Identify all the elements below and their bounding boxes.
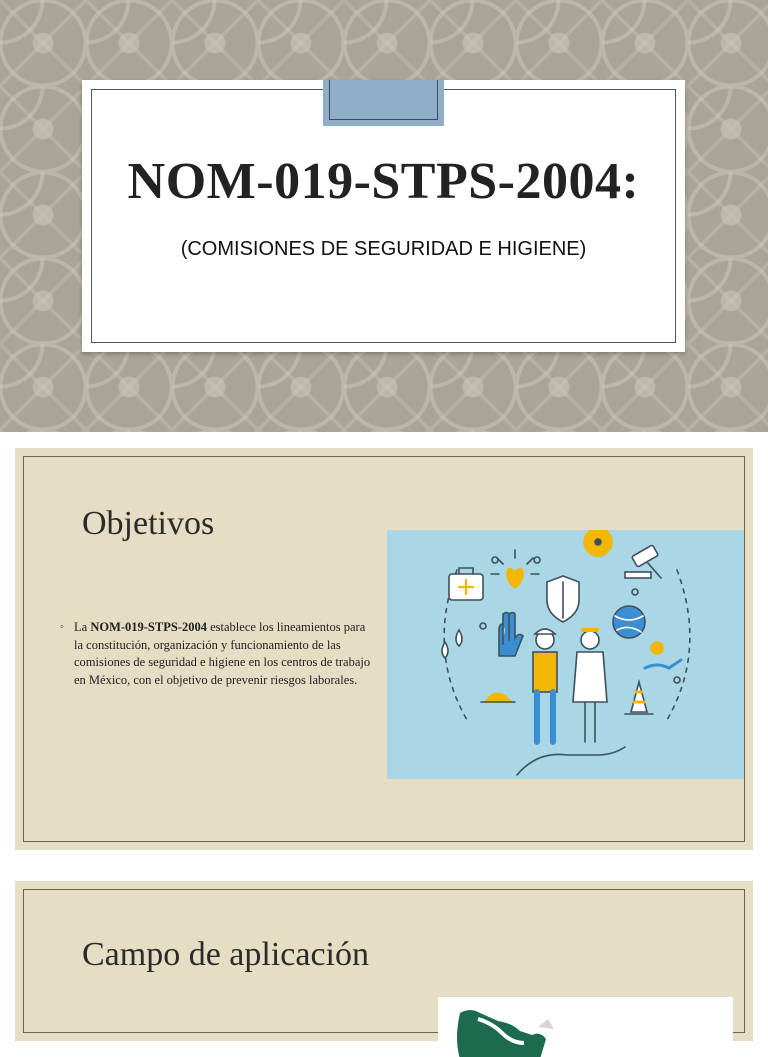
- title-tab-decoration: [323, 80, 444, 126]
- safety-illustration: [387, 530, 744, 779]
- shield-icon: [547, 576, 579, 622]
- glove-icon: [499, 613, 523, 657]
- gavel-icon: [625, 545, 661, 578]
- worker-icon: [533, 629, 557, 742]
- bullet-bold-norm: NOM-019-STPS-2004: [90, 620, 207, 634]
- coin-hand-icon: [645, 642, 681, 668]
- objectives-slide: [15, 448, 753, 850]
- safety-illustration-svg: [387, 530, 744, 779]
- hard-hat-icon: [481, 693, 515, 702]
- open-hand-icon: [517, 747, 625, 775]
- traffic-cone-icon: [625, 682, 653, 714]
- scope-slide: [15, 881, 753, 1041]
- title-slide: [0, 0, 768, 432]
- water-drops-icon: [442, 630, 462, 658]
- mexico-map-image: [438, 997, 733, 1057]
- objectives-bullet: [60, 619, 374, 689]
- slide-frame: [23, 456, 745, 842]
- radiation-icon: [584, 530, 612, 556]
- doctor-icon: [573, 630, 607, 742]
- title-card-frame: [91, 89, 676, 343]
- objectives-heading: Objetivos: [82, 505, 215, 542]
- bullet-prefix: La: [74, 620, 91, 634]
- bullet-text: establece los lineamientos para la constitución, organización y funcionamiento de las comisiones de seguridad e higiene en los centros de trabajo en México, con el objetivo de prevenir riesgos laborales.: [74, 620, 371, 687]
- mexico-map-icon: [438, 997, 733, 1057]
- first-aid-kit-icon: [449, 568, 483, 600]
- slide-subtitle: (COMISIONES DE SEGURIDAD E HIGIENE): [180, 238, 587, 260]
- slide-frame: [23, 889, 745, 1033]
- dashed-arc-right: [667, 570, 690, 720]
- title-card: [82, 80, 685, 352]
- scope-heading: Campo de aplicación: [82, 936, 370, 973]
- sun-heart-icon: [491, 550, 539, 588]
- globe-icon: [613, 606, 645, 638]
- bullet-marker-icon: ◦: [60, 621, 64, 633]
- slide-title: NOM-019-STPS-2004:: [127, 153, 640, 210]
